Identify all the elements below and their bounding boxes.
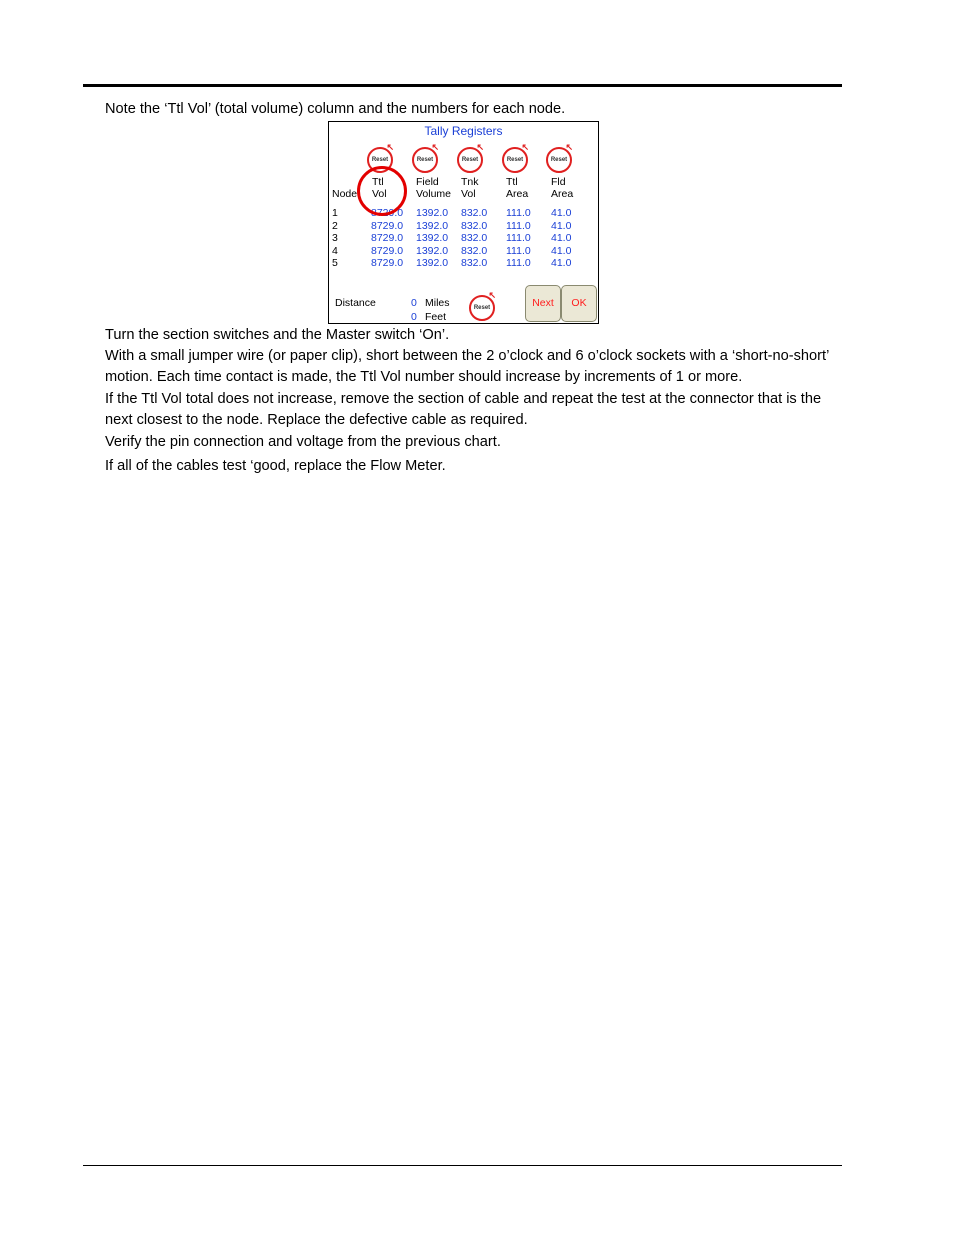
ttl-vol-column-header: Ttl Vol	[372, 176, 387, 200]
reset-distance-button[interactable]: ↖ Reset	[469, 295, 495, 321]
ttl-area-column-header: Ttl Area	[506, 176, 529, 200]
reset-ttl-vol-button[interactable]: ↖ Reset	[367, 147, 393, 173]
distance-miles-value: 0	[411, 297, 417, 309]
distance-miles-unit: Miles	[425, 297, 450, 309]
reset-tnk-vol-button[interactable]: ↖ Reset	[457, 147, 483, 173]
reset-ttl-area-button[interactable]: ↖ Reset	[502, 147, 528, 173]
next-button[interactable]: Next	[525, 285, 561, 322]
distance-feet-unit: Feet	[425, 311, 447, 323]
tnk-vol-column-header: Tnk Vol	[461, 176, 479, 200]
screen-title: Tally Registers	[424, 124, 503, 138]
ok-button[interactable]: OK	[561, 285, 597, 322]
turn-on-paragraph: Turn the section switches and the Master switch ‘On’.	[105, 327, 450, 343]
reset-arrow-icon: ↖	[488, 290, 496, 300]
reset-arrow-icon: ↖	[431, 142, 439, 152]
reset-field-volume-button[interactable]: ↖ Reset	[412, 147, 438, 173]
reset-arrow-icon: ↖	[565, 142, 573, 152]
reset-arrow-icon: ↖	[521, 142, 529, 152]
intro-paragraph: Note the ‘Ttl Vol’ (total volume) column and the numbers for each node.	[105, 101, 566, 117]
ttl-not-increase-paragraph: If the Ttl Vol total does not increase, remove the section of cable and repeat the test at the connector that is the next closest to the node. Replace the defective cable as required.	[105, 391, 822, 428]
node-column-header: Node	[332, 188, 358, 200]
distance-label: Distance	[335, 297, 376, 309]
all-good-paragraph: If all of the cables test ‘good, replace the Flow Meter.	[105, 458, 446, 474]
fld-area-column-header: Fld Area	[551, 176, 574, 200]
header-rule	[83, 84, 842, 87]
verify-paragraph: Verify the pin connection and voltage from the previous chart.	[105, 434, 501, 450]
tally-registers-screen: Tally Registers ↖ Reset ↖ Reset ↖ Reset ↖ Reset ↖ Reset Node Ttl Vol Field Volume Tnk Vol Ttl Area Fld Area 1 8729.0 1392.0 832.0 111.0 41.0 2 8729.0 1392.0 832.0 111.0 41.0 3 8729.0 1392.0 832.0 111.0 41.0 4 8729.0 1392.0 832.0 111.0 41.0 5 8729.0 1392.0 832.0 111.0 41.0 Distance 0 Miles 0 Feet ↖ Reset Next OK	[328, 121, 599, 324]
footer-rule	[83, 1165, 842, 1166]
jumper-paragraph: With a small jumper wire (or paper clip), short between the 2 o’clock and 6 o’clock sockets with a ‘short-no-short’ motion. Each time contact is made, the Ttl Vol number should increase by increments of 1 or more.	[105, 348, 829, 385]
reset-arrow-icon: ↖	[476, 142, 484, 152]
distance-feet-value: 0	[411, 311, 417, 323]
reset-fld-area-button[interactable]: ↖ Reset	[546, 147, 572, 173]
ttl-vol-highlight-circle	[357, 166, 407, 216]
field-volume-column-header: Field Volume	[416, 176, 452, 200]
reset-arrow-icon: ↖	[386, 142, 394, 152]
